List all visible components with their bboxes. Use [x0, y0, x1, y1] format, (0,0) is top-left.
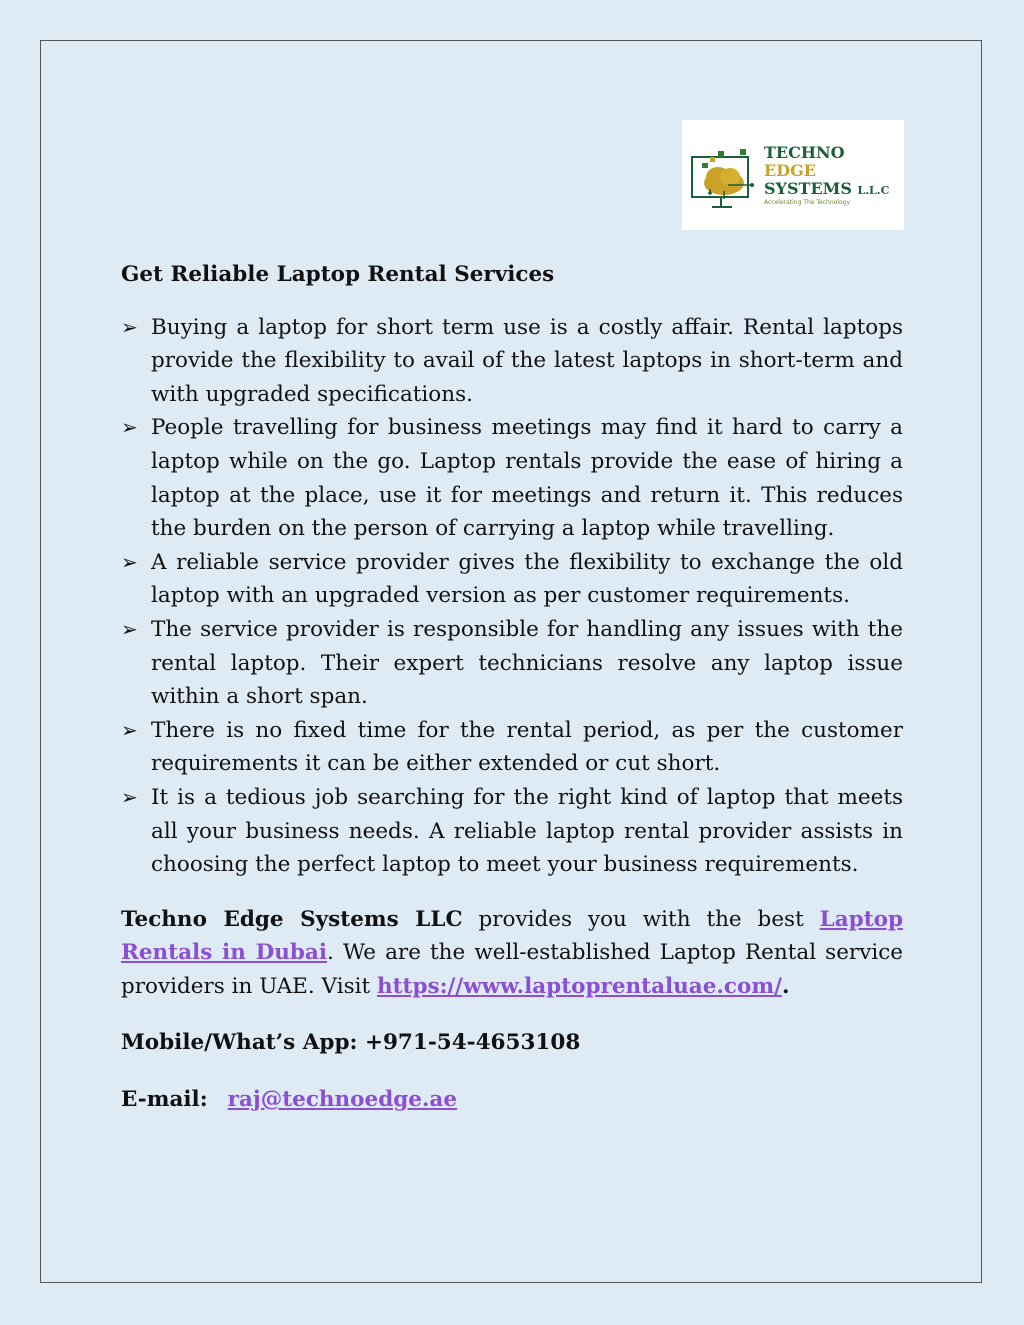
list-item-text: There is no fixed time for the rental period, as per the customer requirements it can be either extended or cut short.	[151, 717, 903, 777]
company-logo	[682, 120, 904, 230]
arrow-bullet-icon: ➢	[121, 717, 138, 742]
email-contact	[121, 1083, 903, 1117]
arrow-bullet-icon: ➢	[121, 784, 138, 809]
logo-text-line2: EDGE	[764, 160, 816, 180]
summary-paragraph	[121, 903, 903, 1004]
logo-tagline: Accelerating The Technology	[764, 198, 851, 206]
mobile-contact	[121, 1026, 903, 1060]
document-body	[121, 258, 903, 1117]
arrow-bullet-icon: ➢	[121, 616, 138, 641]
logo-llc: L.L.C	[857, 183, 890, 197]
summary-text-2: . We are the well-established Laptop Rental service providers in UAE. Visit	[121, 940, 903, 999]
list-item-text: People travelling for business meetings may find it hard to carry a laptop while on the go. Laptop rentals provide the ease of hiring a laptop at the place, use it for meetings and return it. This reduces the burden on the person of carrying a laptop while travelling.	[151, 415, 903, 542]
logo-systems: SYSTEMS	[764, 178, 852, 198]
summary-text-1: provides you with the best	[462, 906, 820, 932]
list-item-text: Buying a laptop for short term use is a costly affair. Rental laptops provide the flexibility to avail of the latest laptops in short-term and with upgraded specifications.	[151, 314, 903, 407]
list-item	[121, 546, 903, 613]
arrow-bullet-icon: ➢	[121, 549, 138, 574]
website-link[interactable]: https://www.laptoprentaluae.com/	[376, 973, 782, 999]
page-title: Get Reliable Laptop Rental Services	[121, 262, 555, 287]
email-label: E-mail:	[121, 1087, 208, 1113]
list-item	[121, 411, 903, 545]
laptop-rentals-link[interactable]: Laptop Rentals in Dubai	[121, 906, 903, 966]
mobile-number: +971-54-4653108	[364, 1030, 581, 1056]
summary-text-3: .	[781, 973, 790, 999]
list-item	[121, 311, 903, 412]
company-name: Techno Edge Systems LLC	[121, 906, 463, 932]
list-item	[121, 714, 903, 781]
bullet-list	[121, 311, 903, 882]
logo-text-line1: TECHNO	[764, 142, 845, 162]
mobile-label: Mobile/What’s App:	[121, 1030, 358, 1056]
list-item-text: It is a tedious job searching for the right kind of laptop that meets all your business needs. A reliable laptop rental provider assists in choosing the perfect laptop to meet your business requirements.	[151, 784, 903, 878]
logo-text-line3	[764, 178, 890, 198]
list-item	[121, 781, 903, 882]
list-item	[121, 613, 903, 714]
list-item-text: The service provider is responsible for handling any issues with the rental laptop. Their expert technicians resolve any laptop issue within a short span.	[151, 616, 903, 710]
list-item-text: A reliable service provider gives the flexibility to exchange the old laptop with an upgraded version as per customer requirements.	[151, 549, 903, 609]
arrow-bullet-icon: ➢	[121, 314, 138, 339]
cloud-computer-icon	[688, 135, 758, 215]
arrow-bullet-icon: ➢	[121, 415, 138, 440]
email-link[interactable]: raj@technoedge.ae	[227, 1087, 458, 1113]
